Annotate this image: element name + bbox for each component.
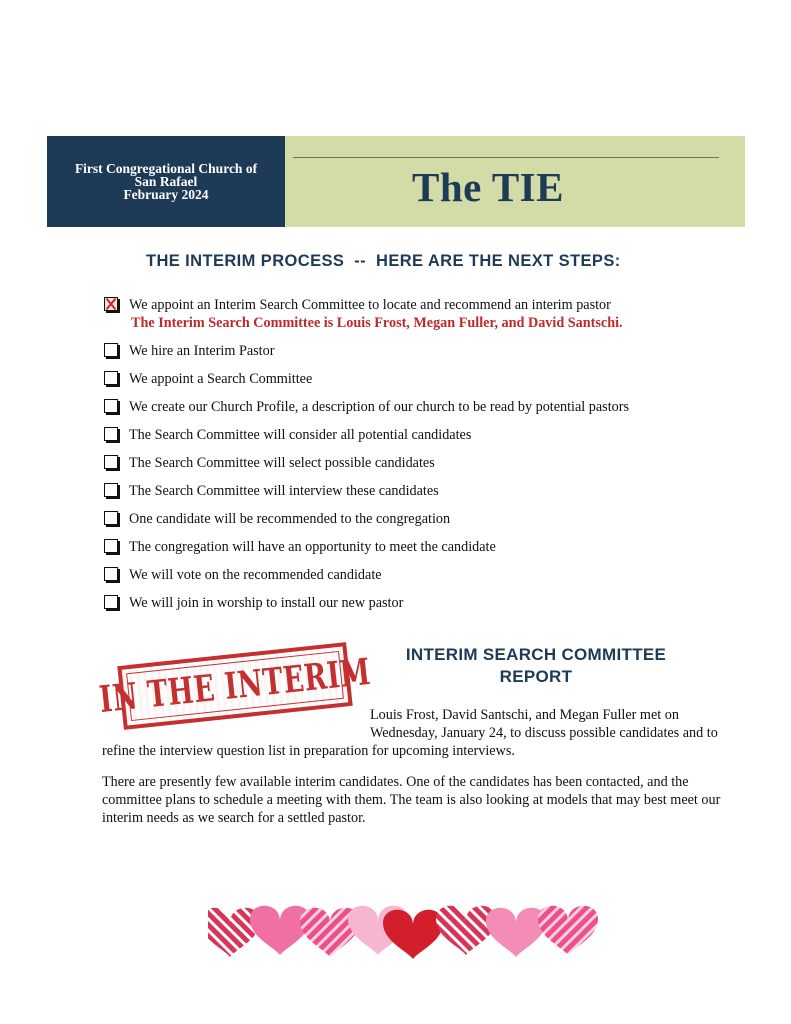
header-divider xyxy=(293,157,719,158)
church-name-line2: San Rafael xyxy=(134,174,198,189)
step-item xyxy=(103,454,743,482)
report-title xyxy=(370,644,702,688)
report-paragraph-2: There are presently few available interim candidates. One of the candidates has been contacted, and the committee plans to schedule a meeting with them. The team is also looking at models that may best meet our interim needs as we search for a settled pastor. xyxy=(102,774,721,826)
report-paragraph-1-text: Louis Frost, David Santschi, and Megan Fuller met on Wednesday, January 24, to discuss possible candidates and to refine the interview question list in preparation for upcoming interviews. xyxy=(102,707,718,759)
step-text: We create our Church Profile, a description of our church to be read by potential pastors xyxy=(129,399,629,415)
step-text: The Search Committee will interview these candidates xyxy=(129,483,439,499)
heart-icon xyxy=(250,906,310,955)
checkbox-icon xyxy=(104,343,118,357)
step-text: We will join in worship to install our new pastor xyxy=(129,595,404,611)
step-item xyxy=(103,482,743,510)
checkbox-icon xyxy=(104,399,118,413)
step-text: The Search Committee will select possible candidates xyxy=(129,455,435,471)
step-text: We hire an Interim Pastor xyxy=(129,343,275,359)
checked-checkbox-icon xyxy=(104,297,118,311)
section-title: THE INTERIM PROCESS -- HERE ARE THE NEXT STEPS: xyxy=(146,252,621,270)
issue-date: February 2024 xyxy=(123,187,209,202)
step-text: One candidate will be recommended to the congregation xyxy=(129,511,451,527)
committee-members-note: The Interim Search Committee is Louis Frost, Megan Fuller, and David Santschi. xyxy=(131,315,623,331)
checkbox-icon xyxy=(104,567,118,581)
checkbox-icon xyxy=(104,539,118,553)
checkbox-icon xyxy=(104,371,118,385)
step-item xyxy=(103,296,743,342)
step-item xyxy=(103,342,743,370)
heart-icon xyxy=(436,906,496,955)
step-text: We appoint an Interim Search Committee to locate and recommend an interim pastor xyxy=(129,297,611,313)
step-text: We will vote on the recommended candidate xyxy=(129,567,382,583)
church-info-block xyxy=(47,136,285,227)
hearts-border-decoration xyxy=(208,901,604,962)
checkbox-icon xyxy=(104,483,118,497)
step-text: The Search Committee will consider all potential candidates xyxy=(129,427,472,443)
checkbox-icon xyxy=(104,511,118,525)
heart-icon xyxy=(538,906,598,955)
step-item xyxy=(103,370,743,398)
step-item xyxy=(103,538,743,566)
newsletter-header xyxy=(47,136,745,227)
checkbox-icon xyxy=(104,455,118,469)
report-title-line1: INTERIM SEARCH COMMITTEE xyxy=(405,645,667,664)
heart-icon xyxy=(486,908,546,957)
stamp-spacer xyxy=(102,706,370,742)
report-paragraph-1 xyxy=(102,706,722,760)
report-title-line2: REPORT xyxy=(499,667,573,686)
step-item xyxy=(103,594,743,622)
heart-icon xyxy=(383,910,443,959)
church-name-line1: First Congregational Church of xyxy=(74,161,258,176)
step-item xyxy=(103,566,743,594)
title-block xyxy=(285,136,745,227)
checkbox-icon xyxy=(104,427,118,441)
step-item xyxy=(103,510,743,538)
step-text: The congregation will have an opportunity to meet the candidate xyxy=(129,539,496,555)
step-item xyxy=(103,426,743,454)
steps-list xyxy=(103,296,743,622)
step-item xyxy=(103,398,743,426)
checkbox-icon xyxy=(104,595,118,609)
newsletter-title: The TIE xyxy=(411,164,564,210)
step-text: We appoint a Search Committee xyxy=(129,371,313,387)
stamp-text: IN THE INTERIM xyxy=(97,650,373,722)
